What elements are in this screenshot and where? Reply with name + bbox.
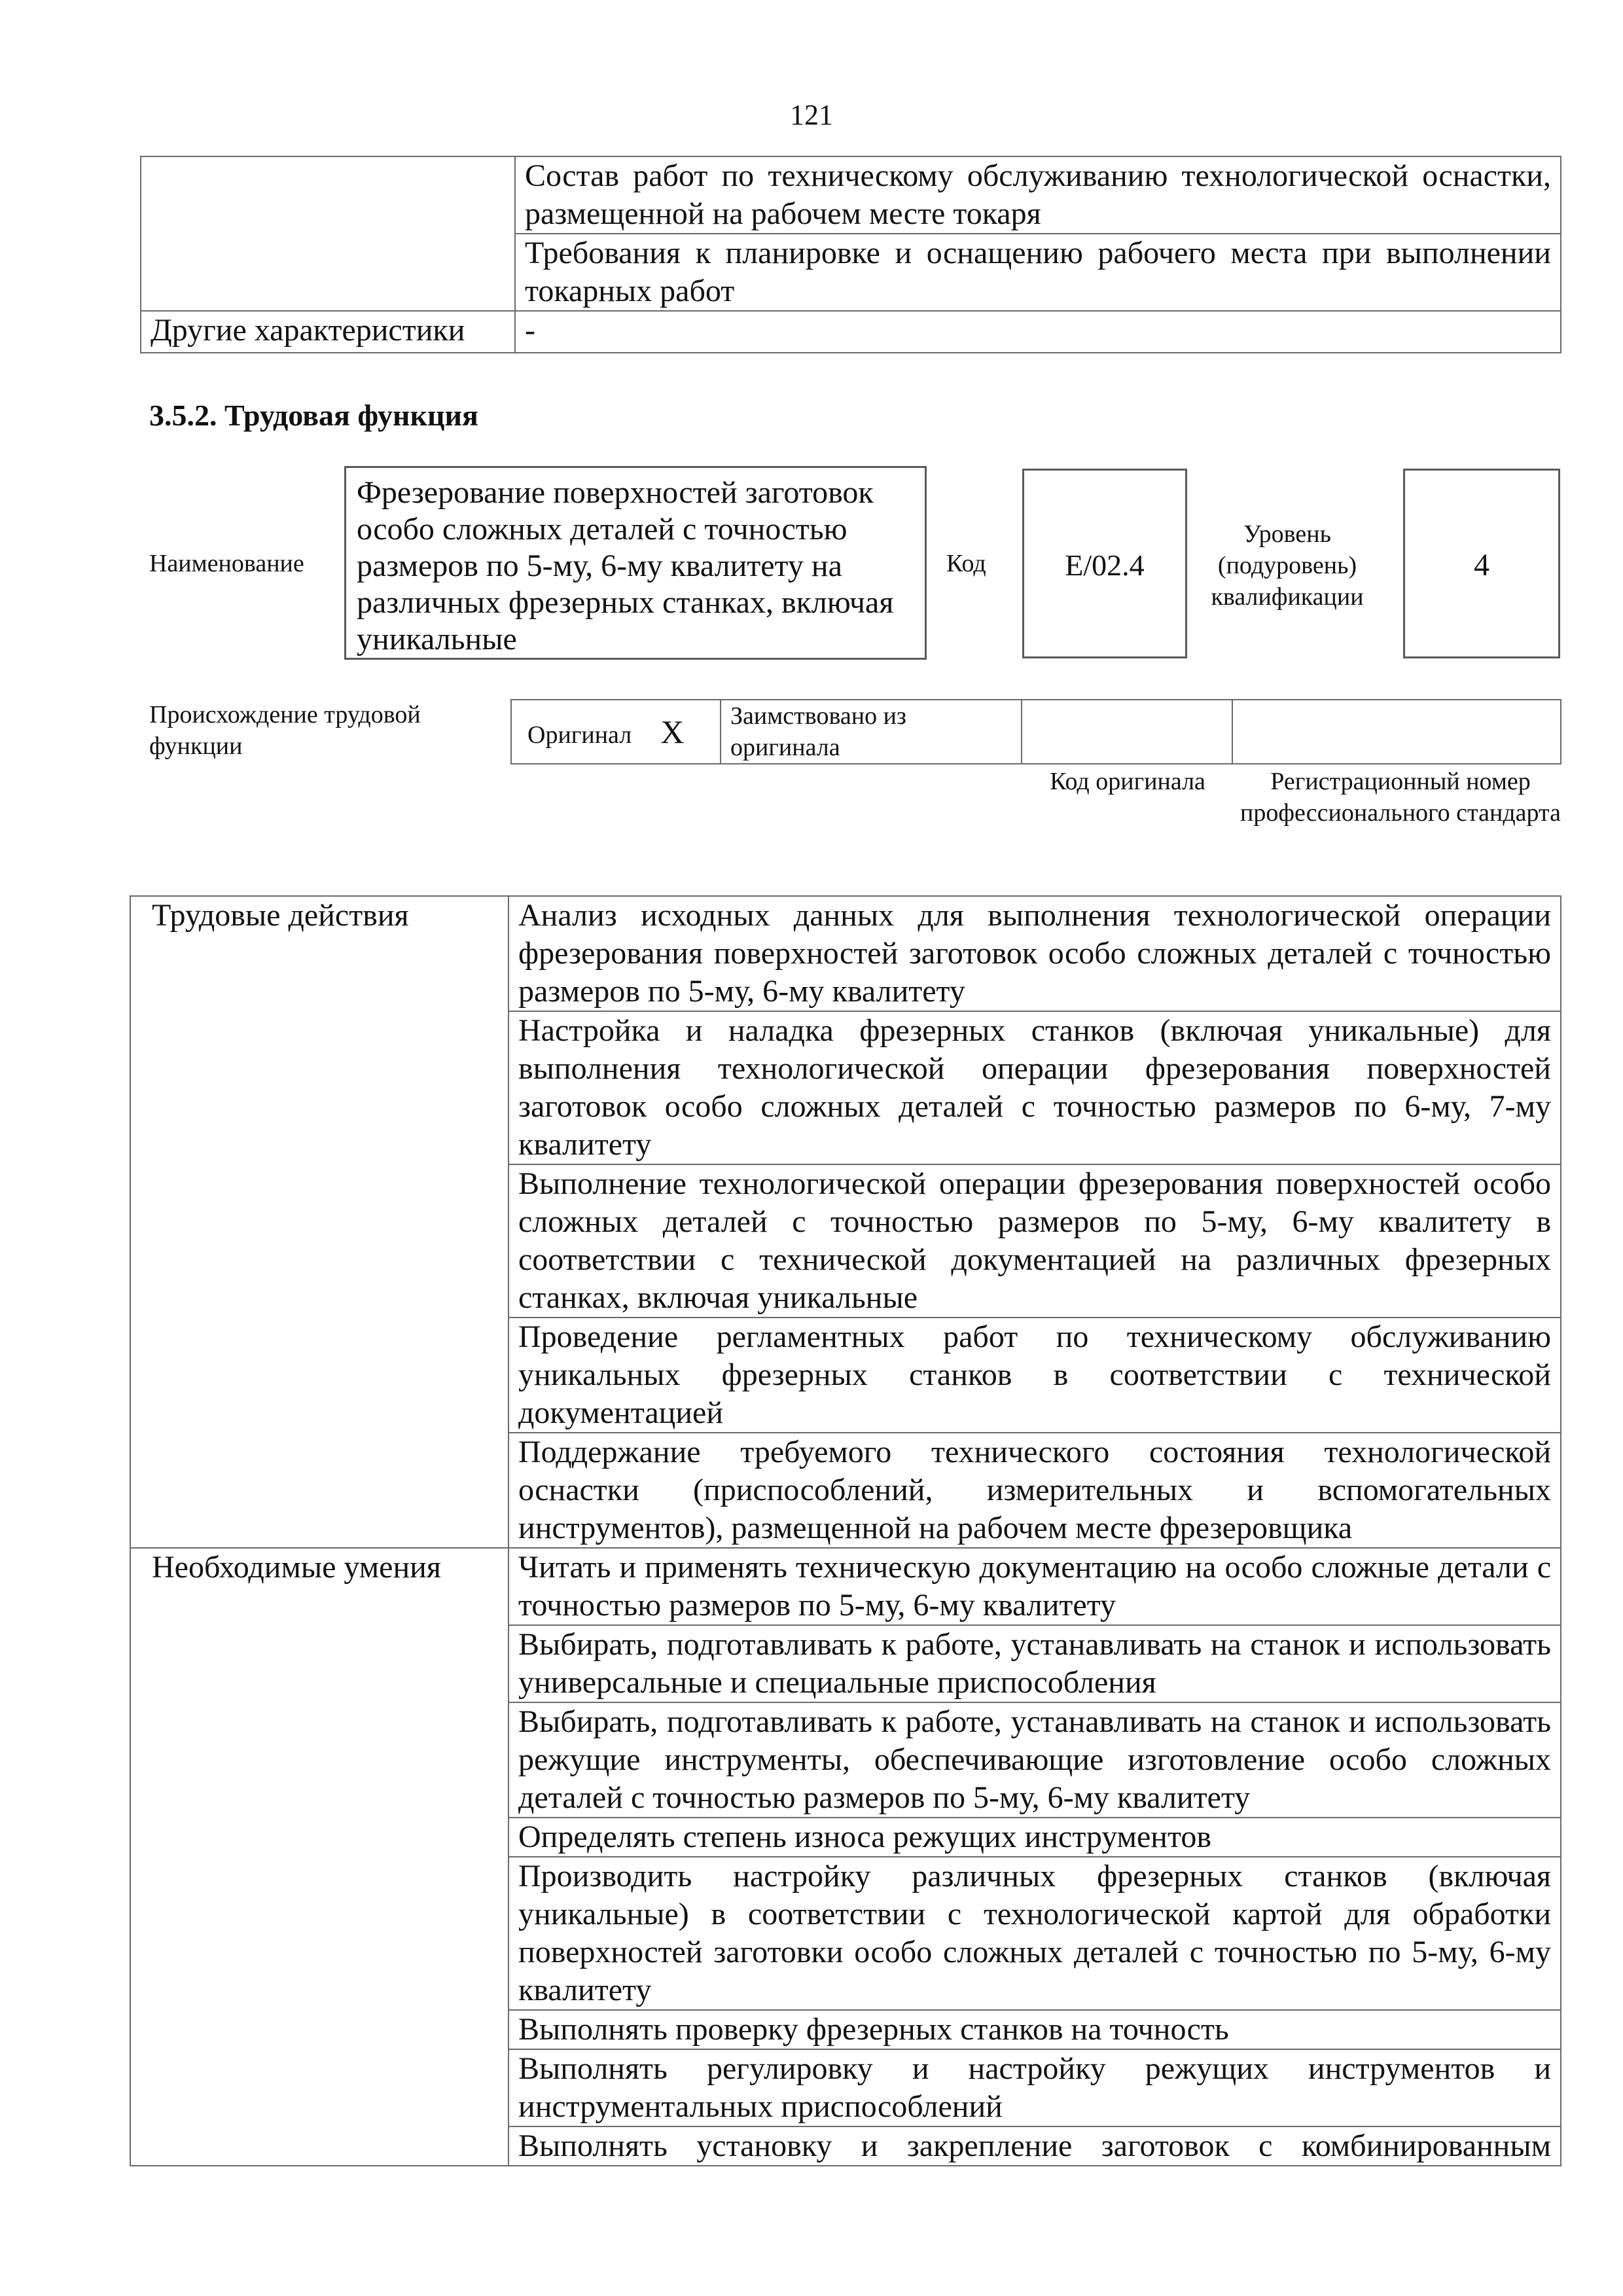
original-mark: X bbox=[660, 713, 685, 750]
row-label: Другие характеристики bbox=[141, 311, 515, 353]
level-box: 4 bbox=[1403, 469, 1560, 658]
table-row bbox=[130, 896, 1561, 1011]
table-row bbox=[141, 311, 1561, 353]
reg-number-cell bbox=[1232, 700, 1561, 764]
labor-action-item: Анализ исходных данных для выполнения технологической операции фрезерования поверхностей заготовок особо сложных деталей с точностью размеров по 5-му, 6-му квалитету bbox=[508, 896, 1561, 1011]
origin-table bbox=[510, 699, 1561, 764]
table-cell: Требования к планировке и оснащению рабочего места при выполнении токарных работ bbox=[515, 234, 1561, 311]
table-cell: Состав работ по техническому обслуживанию технологической оснастки, размещенной на рабочем месте токаря bbox=[515, 156, 1561, 234]
skill-item: Производить настройку различных фрезерных станков (включая уникальные) в соответствии с технологической картой для обработки поверхностей заготовки особо сложных деталей с точностью по 5-му, 6-му квалитету bbox=[508, 1857, 1561, 2010]
original-label: Оригинал bbox=[527, 721, 632, 749]
table-cell: - bbox=[515, 311, 1561, 353]
name-label: Наименование bbox=[149, 550, 304, 577]
skill-item: Выбирать, подготавливать к работе, устанавливать на станок и использовать режущие инструменты, обеспечивающие изготовление особо сложных деталей с точностью размеров по 5-му, 6-му квалитету bbox=[508, 1702, 1561, 1818]
origin-label: Происхождение трудовой функции bbox=[149, 701, 421, 760]
skills-label: Необходимые умения bbox=[130, 1548, 508, 2166]
empty-label-cell bbox=[141, 156, 515, 311]
labor-action-item: Настройка и наладка фрезерных станков (включая уникальные) для выполнения технологической операции фрезерования поверхностей заготовок особо сложных деталей с точностью размеров по 6-му, 7-му квалитету bbox=[508, 1011, 1561, 1164]
labor-action-item: Выполнение технологической операции фрезерования поверхностей особо сложных деталей с точностью размеров по 5-му, 6-му квалитету в соответствии с технической документацией на различных фрезерных станках, включая уникальные bbox=[508, 1164, 1561, 1318]
skill-item: Определять степень износа режущих инструментов bbox=[508, 1818, 1561, 1857]
original-cell bbox=[511, 700, 721, 764]
code-label: Код bbox=[946, 550, 986, 577]
skill-item: Выполнять проверку фрезерных станков на точность bbox=[508, 2010, 1561, 2049]
page-number: 121 bbox=[790, 99, 833, 131]
top-table bbox=[140, 156, 1561, 353]
level-label: Уровень (подуровень) квалификации bbox=[1211, 520, 1364, 611]
code-original-caption: Код оригинала bbox=[1050, 768, 1205, 795]
skill-item: Выполнять регулировку и настройку режущих инструментов и инструментальных приспособлений bbox=[508, 2049, 1561, 2126]
table-row bbox=[141, 156, 1561, 234]
function-name-box: Фрезерование поверхностей заготовок особо сложных деталей с точностью размеров по 5-му, 6-му квалитету на различных фрезерных станках, включая уникальные bbox=[344, 466, 927, 660]
labor-action-item: Проведение регламентных работ по техническому обслуживанию уникальных фрезерных станков в соответствии с технической документацией bbox=[508, 1318, 1561, 1433]
table-row bbox=[130, 1548, 1561, 1625]
code-box: E/02.4 bbox=[1022, 469, 1187, 658]
section-title: 3.5.2. Трудовая функция bbox=[149, 399, 478, 432]
skill-item: Выполнять установку и закрепление заготовок с комбинированным bbox=[508, 2126, 1561, 2166]
labor-action-item: Поддержание требуемого технического состояния технологической оснастки (приспособлений, измерительных и вспомогательных инструментов), размещенной на рабочем месте фрезеровщика bbox=[508, 1433, 1561, 1548]
borrowed-label: Заимствовано из оригинала bbox=[721, 700, 1022, 764]
reg-number-caption: Регистрационный номер профессионального стандарта bbox=[1240, 768, 1561, 827]
main-table bbox=[130, 895, 1561, 2166]
skill-item: Выбирать, подготавливать к работе, устанавливать на станок и использовать универсальные и специальные приспособления bbox=[508, 1625, 1561, 1702]
skill-item: Читать и применять техническую документацию на особо сложные детали с точностью размеров по 5-му, 6-му квалитету bbox=[508, 1548, 1561, 1625]
labor-actions-label: Трудовые действия bbox=[130, 896, 508, 1548]
code-original-cell bbox=[1022, 700, 1232, 764]
